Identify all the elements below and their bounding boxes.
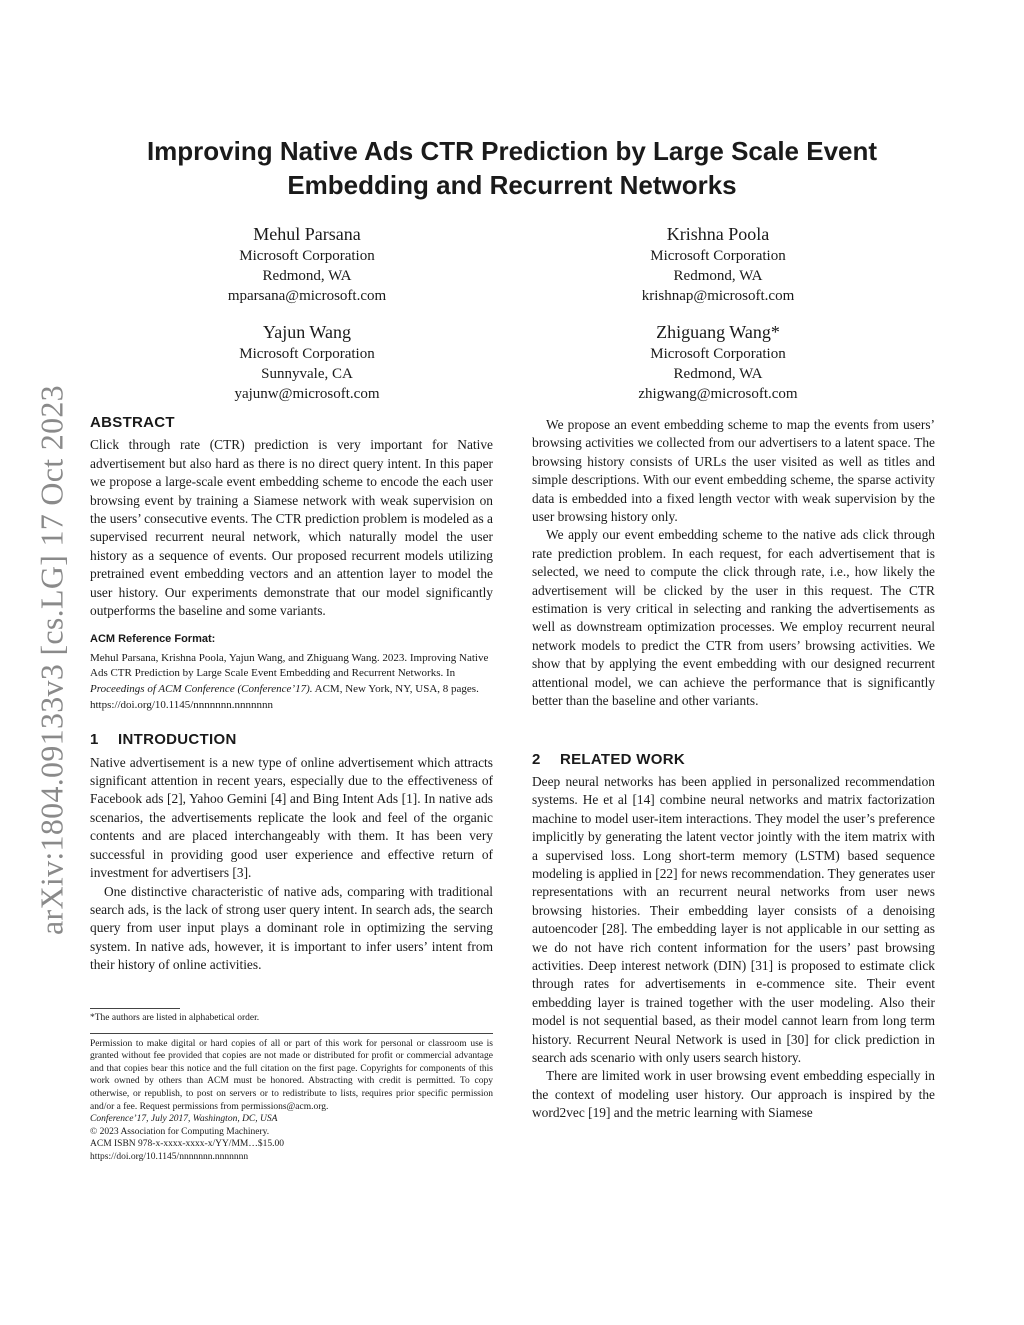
title-line-2: Embedding and Recurrent Networks xyxy=(287,170,737,200)
author-name: Yajun Wang xyxy=(263,322,351,342)
author-email: zhigwang@microsoft.com xyxy=(638,386,798,402)
acm-reference-heading: ACM Reference Format: xyxy=(90,633,216,646)
title-line-1: Improving Native Ads CTR Prediction by Large Scale Event xyxy=(146,136,878,166)
right-paragraph-1: We propose an event embedding scheme to map the events from users’ browsing activities we collected from our advertisers to a latent space. The browsing history consists of URLs the user visited as well as titles and simple descriptions. With our event embedding scheme, the sparse activity data is embedded into a fixed length vector with weak supervision by the user browsing history only. xyxy=(532,417,935,525)
arxiv-identifier: arXiv:1804.09133v3 [cs.LG] 17 Oct 2023 xyxy=(33,385,70,935)
permission-block xyxy=(90,1038,493,1164)
author-block-1 xyxy=(147,222,467,306)
footnote-rule xyxy=(90,1008,180,1009)
author-org: Microsoft Corporation xyxy=(239,248,375,264)
section-title: RELATED WORK xyxy=(560,750,685,768)
related-work-heading xyxy=(532,751,935,769)
right-paragraph-2: We apply our event embedding scheme to the native ads click through rate prediction problem. In each request, for each advertisement that is selected, we need to compute the click through rate, i.e., how likely the advertisement will be clicked by the user in this request. The CTR estimation is very critical in selecting and ranking the advertisements as well as downstream optimization processes. We employ recurrent neural network models to predict the CTR from users’ browsing activities. We show that by applying the event embedding with our designed recurrent attentional model, we can achieve the performance that is significantly better than the baseline and other variants. xyxy=(532,527,935,709)
author-org: Microsoft Corporation xyxy=(650,346,786,362)
related-work-paragraph-1: Deep neural networks has been applied in personalized recommendation systems. He et al [14] combine neural networks and matrix factorization machine to model user-item interactions. They model the user’s preference implicitly by generating the latent vector jointly with the item matrix with a supervised loss. Long short-term memory (LSTM) based sequence modeling is applied in [22] for news recommendation. They generates user representations with an recurrent neural networks from user news browsing histories. Their embedding layer consists of a denoising autoencoder [28]. The embedding layer is not applicable in our setting as we do not have rich content information for the users’ past browsing activities. Deep interest network (DIN) [31] is proposed to estimate click through rates for advertisements in e-commence site. Their event embedding layer is trained together with the user modeling. Also their model is not sequential based, as their model cannot learn from long term history. Recurrent Neural Network is used in [30] for click prediction in search ads scenario with only users search history. xyxy=(532,773,935,1065)
permission-rule xyxy=(90,1033,493,1034)
abstract-text: Click through rate (CTR) prediction is very important for Native advertisement but also hard as there is no direct query intent. In this paper we propose a large-scale event embedding scheme to encode the each user browsing event by training a Siamese network with weak supervision on the users’ consecutive events. The CTR prediction problem is modeled as a supervised recurrent neural network, which naturally model the user history as a sequence of events. Our proposed recurrent models utilizing pretrained event embedding vectors and an attention layer to model the user history. Our experiments demonstrate that our model significantly outperforms the baseline and some variants. xyxy=(90,437,493,619)
acm-reference-main: Mehul Parsana, Krishna Poola, Yajun Wang, and Zhiguang Wang. 2023. Improving Native Ads CTR Prediction by Large Scale Event Embedding and Recurrent Networks. In xyxy=(90,651,489,680)
right-column xyxy=(532,416,935,1123)
acm-reference-venue: Proceedings of ACM Conference (Conference’17). xyxy=(90,683,313,696)
paper-title xyxy=(100,134,924,202)
isbn-line: ACM ISBN 978-x-xxxx-xxxx-x/YY/MM…$15.00 xyxy=(90,1139,284,1150)
author-org: Microsoft Corporation xyxy=(239,346,375,362)
author-org: Microsoft Corporation xyxy=(650,248,786,264)
author-location: Redmond, WA xyxy=(673,366,763,382)
author-order-footnote: *The authors are listed in alphabetical order. xyxy=(90,1013,260,1023)
author-location: Sunnyvale, CA xyxy=(261,366,353,382)
author-block-2 xyxy=(558,222,878,306)
introduction-paragraph-1: Native advertisement is a new type of online advertisement which attracts significant attention in recent years, especially due to the effectiveness of Facebook ads [2], Yahoo Gemini [4] and Bing Intent Ads [1]. In native ads scenarios, the advertisements replicate the look and feel of the organic contents and are placed interchangeably with them. It has been very successful in providing good user experience and effective return of investment for advertisers [3]. xyxy=(90,754,493,881)
author-location: Redmond, WA xyxy=(262,268,352,284)
author-name: Mehul Parsana xyxy=(253,224,361,244)
author-name: Krishna Poola xyxy=(666,224,770,244)
related-work-paragraph-2: There are limited work in user browsing event embedding especially in the context of modeling user history. Our approach is inspired by the word2vec [19] and the metric learning with Siamese xyxy=(532,1068,935,1121)
abstract-heading: ABSTRACT xyxy=(90,414,175,431)
author-location: Redmond, WA xyxy=(673,268,763,284)
copyright-line: © 2023 Association for Computing Machinery. xyxy=(90,1126,270,1137)
author-email: yajunw@microsoft.com xyxy=(234,386,380,402)
author-email: mparsana@microsoft.com xyxy=(227,288,387,304)
footnote-area xyxy=(90,1008,493,1164)
acm-reference-tail: ACM, New York, NY, USA, 8 pages. https://doi.org/10.1145/nnnnnnn.nnnnnnn xyxy=(90,683,479,711)
conference-line: Conference’17, July 2017, Washington, DC, USA xyxy=(90,1114,278,1125)
section-title: INTRODUCTION xyxy=(118,731,237,749)
section-number: 2 xyxy=(532,750,541,768)
author-name: Zhiguang Wang* xyxy=(656,322,780,342)
doi-line: https://doi.org/10.1145/nnnnnnn.nnnnnnn xyxy=(90,1151,249,1162)
introduction-heading xyxy=(90,731,493,749)
section-number: 1 xyxy=(90,731,99,749)
acm-reference-text xyxy=(90,651,493,713)
author-email: krishnap@microsoft.com xyxy=(641,288,795,304)
author-block-4 xyxy=(558,320,878,404)
author-block-3 xyxy=(147,320,467,404)
left-column xyxy=(90,414,493,975)
introduction-paragraph-2: One distinctive characteristic of native ads, comparing with traditional search ads, is the lack of strong user query intent. In search ads, the search query from user input plays a dominant role in optimizing the serving system. In native ads, however, it is important to infer users’ intent from their history of online activities. xyxy=(90,883,493,973)
permission-text: Permission to make digital or hard copies of all or part of this work for personal or classroom use is granted without fee provided that copies are not made or distributed for profit or commercial advantage and that copies bear this notice and the full citation on the first page. Copyrights for components of this work owned by others than ACM must be honored. Abstracting with credit is permitted. To copy otherwise, or republish, to post on servers or to redistribute to lists, requires prior specific permission and/or a fee. Request permissions from permissions@acm.org. xyxy=(90,1038,493,1112)
